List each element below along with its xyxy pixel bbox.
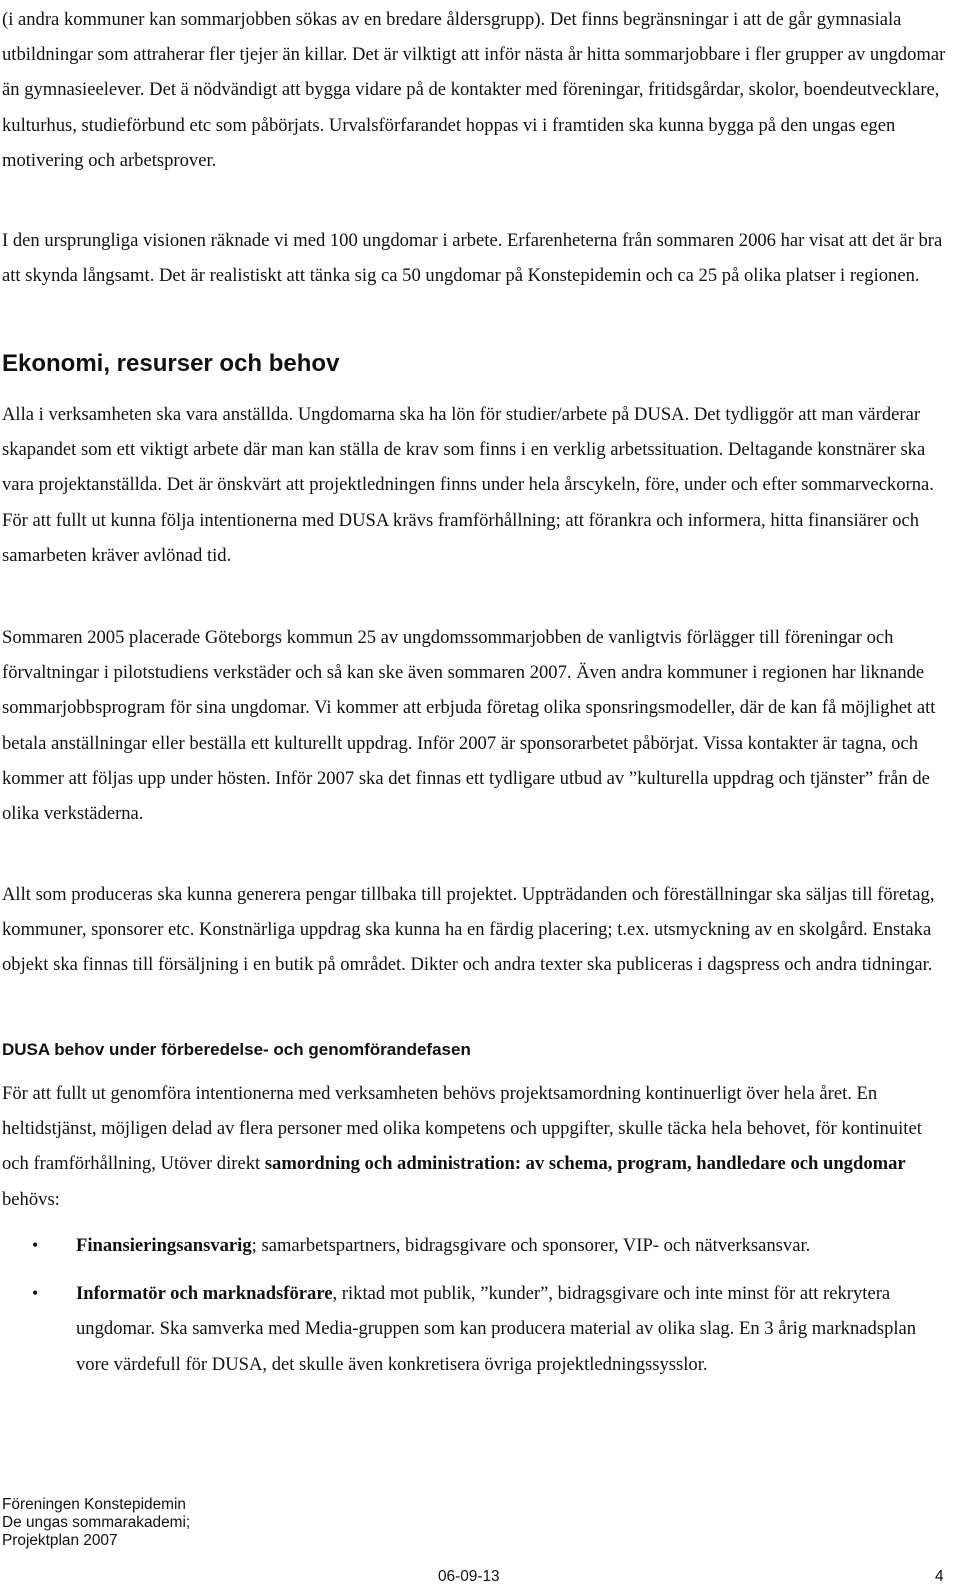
paragraph-bold-phrase: samordning och administration: av schema, program, handledare och ungdomar <box>264 1153 906 1175</box>
paragraph-project-coordination <box>0 1076 960 1217</box>
footer-date: 06-09-13 <box>438 1568 500 1585</box>
footer-project-name: De ungas sommarakademi; <box>2 1514 191 1531</box>
paragraph-summer-2005: Sommaren 2005 placerade Göteborgs kommun 25 av ungdomssommarjobben de vanligtvis förlägger till föreningar och förvaltningar i pilotstudiens verkstäder och så kan ske även sommaren 2007. Även andra kommuner i regionen har liknande sommarjobbsprogram för sina ungdomar. Vi kommer att erbjuda företag olika sponsringsmodeller, där de kan få möjlighet att betala anställningar eller beställa ett kulturellt uppdrag. Inför 2007 är sponsorarbetet påbörjat. Vissa kontakter är tagna, och kommer att följas upp under hösten. Inför 2007 ska det finnas ett tydligare utbud av ”kulturella uppdrag och tjänster” från de olika verkstäderna. <box>2 627 936 825</box>
bullet-icon: • <box>32 1235 39 1255</box>
paragraph-summer-jobs-groups: (i andra kommuner kan sommarjobben sökas av en bredare åldersgrupp). Det finns begränsningar i att de går gymnasiala utbildningar som attraherar fler tjejer än killar. Det är vilktigt att inför nästa år hitta sommarjobbare i fler grupper av ungdomar än gymnasieelever. Det ä nödvändigt att bygga vidare på de kontakter med föreningar, fritidsgårdar, skolor, boendeutvecklare, kulturhus, studieförbund etc som påbörjats. Urvalsförfarandet hoppas vi i framtiden ska kunna bygga på den ungas egen motivering och arbetsprover. <box>2 9 946 171</box>
bullet-item-marketing <box>0 1276 946 1382</box>
paragraph-text-before: För att fullt ut genomföra intentionerna med verksamheten behövs projektsamordning kontinuerligt över hela året. En heltidstjänst, möjligen delad av flera personer med olika kompetens och uppgifter, skulle täcka hela behovet, för kontinuitet och framförhållning, Utöver direkt <box>2 1083 922 1175</box>
paragraph-original-vision: I den ursprungliga visionen räknade vi med 100 ungdomar i arbete. Erfarenheterna från sommaren 2006 har visat att det är bra att skynda långsamt. Det är realistiskt att tänka sig ca 50 ungdomar på Konstepidemin och ca 25 på olika platser i regionen. <box>2 230 943 287</box>
footer-organization: Föreningen Konstepidemin <box>2 1496 186 1513</box>
heading-economy-resources: Ekonomi, resurser och behov <box>2 350 340 377</box>
page-footer <box>2 1496 190 1550</box>
needs-bullet-list <box>0 1228 946 1382</box>
bullet-icon: • <box>32 1283 39 1304</box>
paragraph-revenue: Allt som produceras ska kunna generera pengar tillbaka till projektet. Uppträdanden och föreställningar ska säljas till företag, kommuner, sponsorer etc. Konstnärliga uppdrag ska kunna ha en färdig placering; t.ex. utsmyckning av en skolgård. Enstaka objekt ska finnas till försäljning i en butik på området. Dikter och andra texter ska publiceras i dagspress och andra tidningar. <box>2 884 935 976</box>
paragraph-text-after: behövs: <box>2 1188 60 1210</box>
page-number: 4 <box>935 1568 944 1585</box>
bullet-item-finance <box>0 1228 946 1263</box>
bullet-item-text: ; samarbetspartners, bidragsgivare och sponsorer, VIP- och nätverksansvar. <box>251 1235 811 1256</box>
bullet-item-text: , riktad mot publik, ”kunder”, bidragsgivare och inte minst för att rekrytera ungdomar. Ska samverka med Media-gruppen som kan producera material av olika slag. En 3 årig marknadsplan vore värdefull för DUSA, det skulle även konkretisera övriga projektledningssysslor. <box>76 1283 917 1375</box>
heading-dusa-needs: DUSA behov under förberedelse- och genomförandefasen <box>2 1040 471 1059</box>
footer-document-title: Projektplan 2007 <box>2 1532 118 1549</box>
bullet-item-title: Informatör och marknadsförare <box>76 1283 333 1305</box>
paragraph-employment: Alla i verksamheten ska vara anställda. Ungdomarna ska ha lön för studier/arbete på DUSA. Det tydliggör att man värderar skapandet som ett viktigt arbete där man kan ställa de krav som finns i en verklig arbetssituation. Deltagande konstnärer ska vara projektanställda. Det är önskvärt att projektledningen finns under hela årscykeln, före, under och efter sommarveckorna. För att fullt ut kunna följa intentionerna med DUSA krävs framförhållning; att förankra och informera, hitta finansiärer och samarbeten kräver avlönad tid. <box>2 404 934 566</box>
bullet-item-title: Finansieringsansvarig <box>76 1235 252 1256</box>
